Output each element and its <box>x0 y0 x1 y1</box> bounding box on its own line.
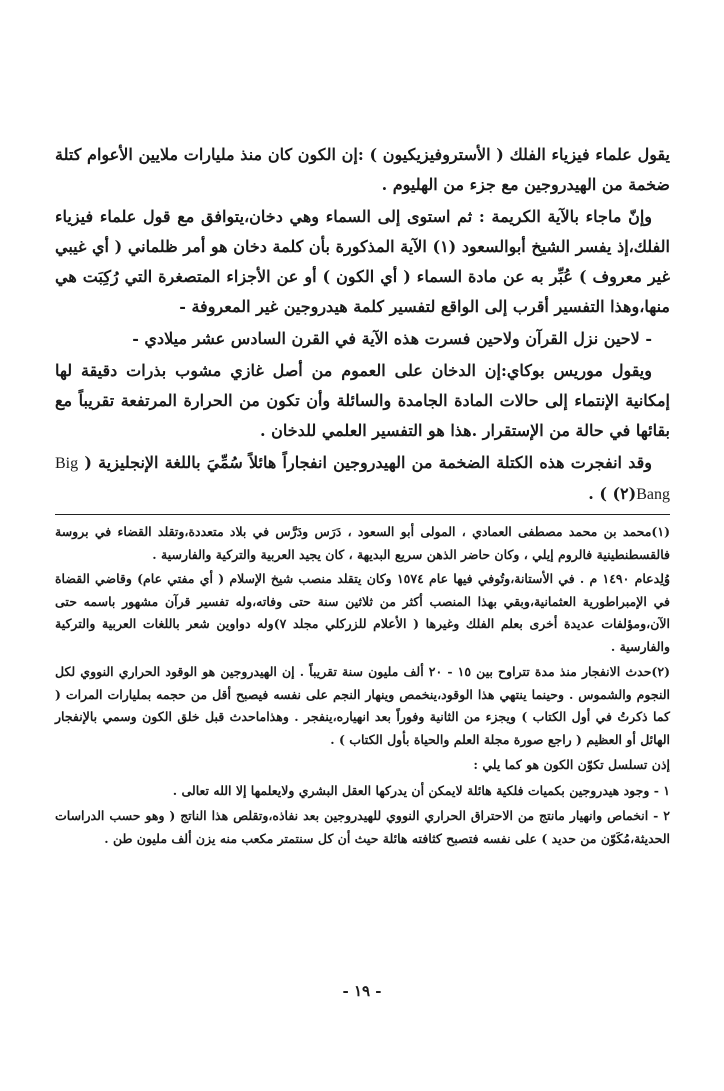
footnote-2-item-1: ١ - وجود هيدروجين بكميات فلكية هائلة لايمكن أن يدركها العقل البشري ولايعلمها إلا الله تعالى . <box>172 782 670 798</box>
footnote-2-item-2: ٢ - انخماص وانهيار مانتج من الاحتراق الحراري النووي للهيدروجين بعد نفاذه،وتقلص هذا الناتج ( وهو حسب الدراسات الحديثة،مُكَوّن من حديد ) على نفسه فتصبح كثافته هائلة حيث أن كل سنتمتر مكعب منه يزن ألف مليون طن . <box>55 808 670 846</box>
paragraph-3: - لاحين نزل القرآن ولاحين فسرت هذه الآية في القرن السادس عشر ميلادي - <box>132 329 652 348</box>
paragraph-1: يقول علماء فيزياء الفلك ( الأستروفيزيكيون ) :إن الكون كان منذ مليارات ملايين الأعوام كتلة ضخمة من الهيدروجين مع جزء من الهليوم . <box>55 145 670 194</box>
paragraph-4: ويقول موريس بوكاي:إن الدخان على العموم من أصل غازي مشوب بذرات دقيقة لها إمكانية الإنتماء إلى حالات المادة الجامدة والسائلة وأن تكون من الحرارة المرتفعة تقريباً مع بقائها في حالة من الإستقرار .هذا هو التفسير العلمي للدخان . <box>55 361 670 440</box>
footnote-ref-2: (٢) <box>612 484 637 503</box>
main-text <box>55 140 670 510</box>
footnote-1-part-1: (١)محمد بن محمد مصطفى العمادي ، المولى أبو السعود ، دَرَس ودَرَّس في بلاد متعددة،وتقلد القضاء في بروسة فالقسطنطينية فالروم إيلي ، وكان حاضر الذهن سريع البديهة ، كان يجيد العربية والتركية والفارسية . <box>55 524 670 562</box>
footnote-2-part-1: (٢)حدث الانفجار منذ مدة تتراوح بين ١٥ - ٢٠ ألف مليون سنة تقريباً . إن الهيدروجين هو الوقود الحراري النووي لكل النجوم والشموس . وحينما ينتهي هذا الوقود،ينخمص وينهار النجم على نفسه فيصبح أقل من حجمه بمليارات المرات ( كما ذكرتُ في أول الكتاب ) ويجزء من الثانية وفوراً بعد انهياره،ينفجر . وهذاماحدث قبل خلق الكون وسمي بالإنفجار الهائل أو العظيم ( راجع صورة مجلة العلم والحياة بأول الكتاب ) . <box>55 664 670 747</box>
paragraph-2: وإنّ ماجاء بالآية الكريمة : ثم استوى إلى السماء وهي دخان،يتوافق مع قول علماء فيزياء الفلك،إذ يفسر الشيخ أبوالسعود (١) الآية المذكورة بأن كلمة دخان هو أمر ظلماني ( أي غيبي غير معروف ) عُبِّر به عن مادة السماء ( أي الكون ) أو عن الأجزاء المتصغرة التي رُكِبَت هي منها،وهذا التفسير أقرب إلى الواقع لتفسير كلمة هيدروجين غير المعروفة - <box>55 207 670 316</box>
paragraph-5-close: ) . <box>588 484 613 503</box>
paragraph-5 <box>55 448 670 510</box>
big-bang-term: Big Bang <box>55 455 670 503</box>
paragraph-5-text: وقد انفجرت هذه الكتلة الضخمة من الهيدروجين انفجاراً هائلاً سُمِّيَ باللغة الإنجليزية ( <box>78 453 652 472</box>
footnote-2-intro: إذن تسلسل تكوّن الكون هو كما يلي : <box>473 757 670 772</box>
footnote-1-part-2: وُلِدعام ١٤٩٠ م . في الأستانة،وتُوفي فيها عام ١٥٧٤ وكان يتقلد منصب شيخ الإسلام ( أي مفتي عام) وقاضي القضاة في الإمبراطورية العثمانية،وبقي بهذا المنصب أكثر من ثلاثين سنة حتى وفاته،وله تفسير قرآن مشهور باسمه حتى الآن،ومؤلفات عديدة أخرى بعلم الفلك وغيرها ( الأعلام للزركلي مجلد ٧)وله دواوين شعر باللغات العربية والتركية والفارسية . <box>55 571 671 654</box>
footnote-divider <box>55 514 670 515</box>
page-number: - ١٩ - <box>342 982 382 1000</box>
footnotes <box>55 521 670 850</box>
page-content <box>55 140 670 853</box>
